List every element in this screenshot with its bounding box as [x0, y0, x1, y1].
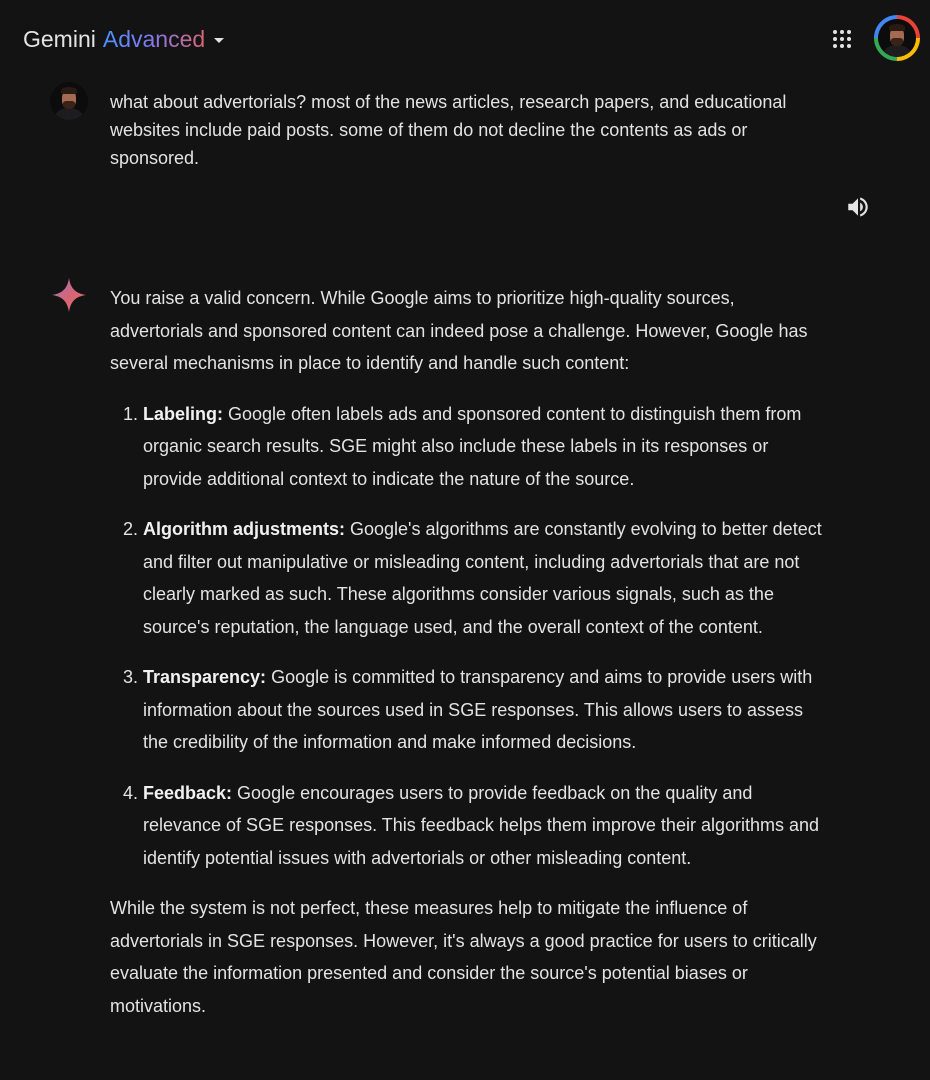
account-avatar-photo — [878, 19, 916, 57]
top-bar — [0, 0, 930, 78]
response-list — [110, 398, 822, 875]
list-item — [143, 398, 822, 496]
list-item-title: Algorithm adjustments: — [143, 519, 346, 539]
caret-down-icon — [214, 38, 224, 43]
response-closing: While the system is not perfect, these measures help to mitigate the influence of advertorials in SGE responses. However, it's always a good practice for users to critically evaluate the information presented and consider the source's potential biases or motivations. — [110, 898, 817, 1016]
apps-dot — [840, 44, 844, 48]
apps-dot — [847, 44, 851, 48]
volume-up-icon[interactable] — [845, 194, 871, 220]
list-item-text: Google is committed to transparency and aims to provide users with information about the sources used in SGE responses. This allows users to assess the credibility of the information and make informed decisions. — [143, 667, 813, 752]
list-item — [143, 661, 822, 759]
apps-grid-icon[interactable] — [830, 27, 854, 51]
apps-dot — [840, 30, 844, 34]
brand-tier: Advanced — [102, 25, 206, 52]
list-item-title: Feedback: — [143, 782, 233, 803]
list-item-title: Transparency: — [143, 667, 267, 687]
brand-name: Gemini — [23, 25, 96, 52]
list-item — [143, 777, 822, 875]
list-item-text: Google encourages users to provide feedback on the quality and relevance of SGE responses. This feedback helps them improve their algorithms and identify potential issues with advertorials or other misleading content. — [143, 782, 820, 868]
apps-dot — [840, 37, 844, 41]
list-item-text: Google often labels ads and sponsored content to distinguish them from organic search results. SGE might also include these labels in its responses or provide additional context to indicate the nature of the source. — [143, 403, 802, 489]
user-prompt-text: what about advertorials? most of the news articles, research papers, and educational websites include paid posts. some of them do not decline the contents as ads or sponsored. — [110, 92, 787, 168]
apps-dot — [833, 44, 837, 48]
apps-dot — [833, 30, 837, 34]
response-intro: You raise a valid concern. While Google aims to prioritize high-quality sources, advertorials and sponsored content can indeed pose a challenge. However, Google has several mechanisms in place to identify and handle such content: — [110, 288, 808, 373]
list-item-title: Labeling: — [143, 403, 223, 424]
user-avatar — [50, 82, 88, 120]
gemini-spark-icon — [50, 276, 88, 314]
response-body — [110, 282, 822, 1022]
list-item — [143, 513, 822, 643]
list-item-text: Google's algorithms are constantly evolving to better detect and filter out manipulative or misleading content, including advertorials that are not clearly marked as such. These algorithms consider various signals, such as the source's reputation, the language used, and the overall context of the content. — [143, 519, 822, 637]
apps-dot — [847, 30, 851, 34]
model-switcher[interactable] — [23, 24, 224, 54]
apps-dot — [833, 37, 837, 41]
account-avatar[interactable] — [874, 15, 920, 61]
apps-dot — [847, 37, 851, 41]
